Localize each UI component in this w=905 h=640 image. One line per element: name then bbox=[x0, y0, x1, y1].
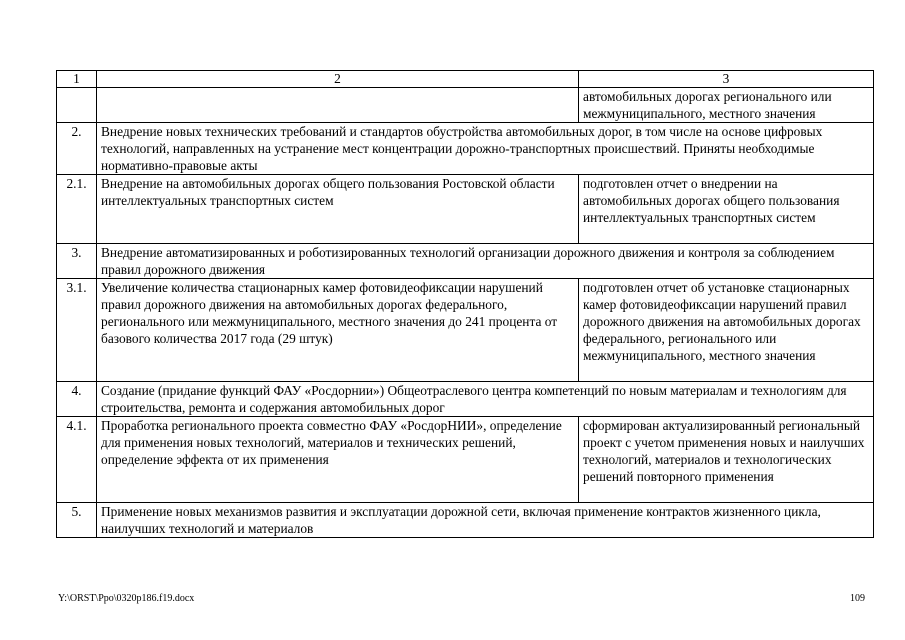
row-measure: Проработка регионального проекта совместно ФАУ «РосдорНИИ», определение для применения новых технологий, материалов и технических решений, определение эффекта от их применения bbox=[97, 417, 579, 503]
table-row bbox=[57, 279, 874, 382]
row-measure: Применение новых механизмов развития и эксплуатации дорожной сети, включая применение контрактов жизненного цикла, наилучших технологий и материалов bbox=[97, 503, 874, 538]
row-result: подготовлен отчет о внедрении на автомобильных дорогах общего пользования интеллектуальных транспортных систем bbox=[579, 175, 874, 244]
row-number: 3.1. bbox=[57, 279, 97, 382]
row-measure: Внедрение автоматизированных и роботизированных технологий организации дорожного движения и контроля за соблюдением правил дорожного движения bbox=[97, 244, 874, 279]
row-number: 4. bbox=[57, 382, 97, 417]
row-number: 3. bbox=[57, 244, 97, 279]
table-row bbox=[57, 88, 874, 123]
table-row bbox=[57, 503, 874, 538]
row-number: 4.1. bbox=[57, 417, 97, 503]
row-measure: Увеличение количества стационарных камер фотовидеофиксации нарушений правил дорожного движения на автомобильных дорогах федерального, регионального или межмуниципального, местного значения до 241 процента от базового количества 2017 года (29 штук) bbox=[97, 279, 579, 382]
row-number bbox=[57, 88, 97, 123]
row-measure: Внедрение на автомобильных дорогах общего пользования Ростовской области интеллектуальных транспортных систем bbox=[97, 175, 579, 244]
row-measure: Создание (придание функций ФАУ «Росдорнии») Общеотраслевого центра компетенций по новым материалам и технологиям для строительства, ремонта и содержания автомобильных дорог bbox=[97, 382, 874, 417]
table-row bbox=[57, 417, 874, 503]
row-number: 5. bbox=[57, 503, 97, 538]
measures-table bbox=[56, 70, 874, 538]
footer-page-number: 109 bbox=[850, 593, 865, 604]
row-result: подготовлен отчет об установке стационарных камер фотовидеофиксации нарушений правил дорожного движения на автомобильных дорогах федерального, регионального или межмуниципального, местного значения bbox=[579, 279, 874, 382]
table-row bbox=[57, 123, 874, 175]
row-measure: Внедрение новых технических требований и стандартов обустройства автомобильных дорог, в том числе на основе цифровых технологий, направленных на устранение мест концентрации дорожно-транспортных происшествий. Приняты необходимые нормативно-правовые акты bbox=[97, 123, 874, 175]
header-col-3: 3 bbox=[579, 71, 874, 88]
row-number: 2.1. bbox=[57, 175, 97, 244]
row-measure bbox=[97, 88, 579, 123]
table-header-row bbox=[57, 71, 874, 88]
header-col-2: 2 bbox=[97, 71, 579, 88]
table-row bbox=[57, 244, 874, 279]
table-row bbox=[57, 175, 874, 244]
row-result: автомобильных дорогах регионального или межмуниципального, местного значения bbox=[579, 88, 874, 123]
row-number: 2. bbox=[57, 123, 97, 175]
footer-file-path: Y:\ORST\Ppo\0320p186.f19.docx bbox=[58, 593, 195, 604]
table-row bbox=[57, 382, 874, 417]
header-col-1: 1 bbox=[57, 71, 97, 88]
row-result: сформирован актуализированный региональный проект с учетом применения новых и наилучших технологий, материалов и технологических решений повторного применения bbox=[579, 417, 874, 503]
